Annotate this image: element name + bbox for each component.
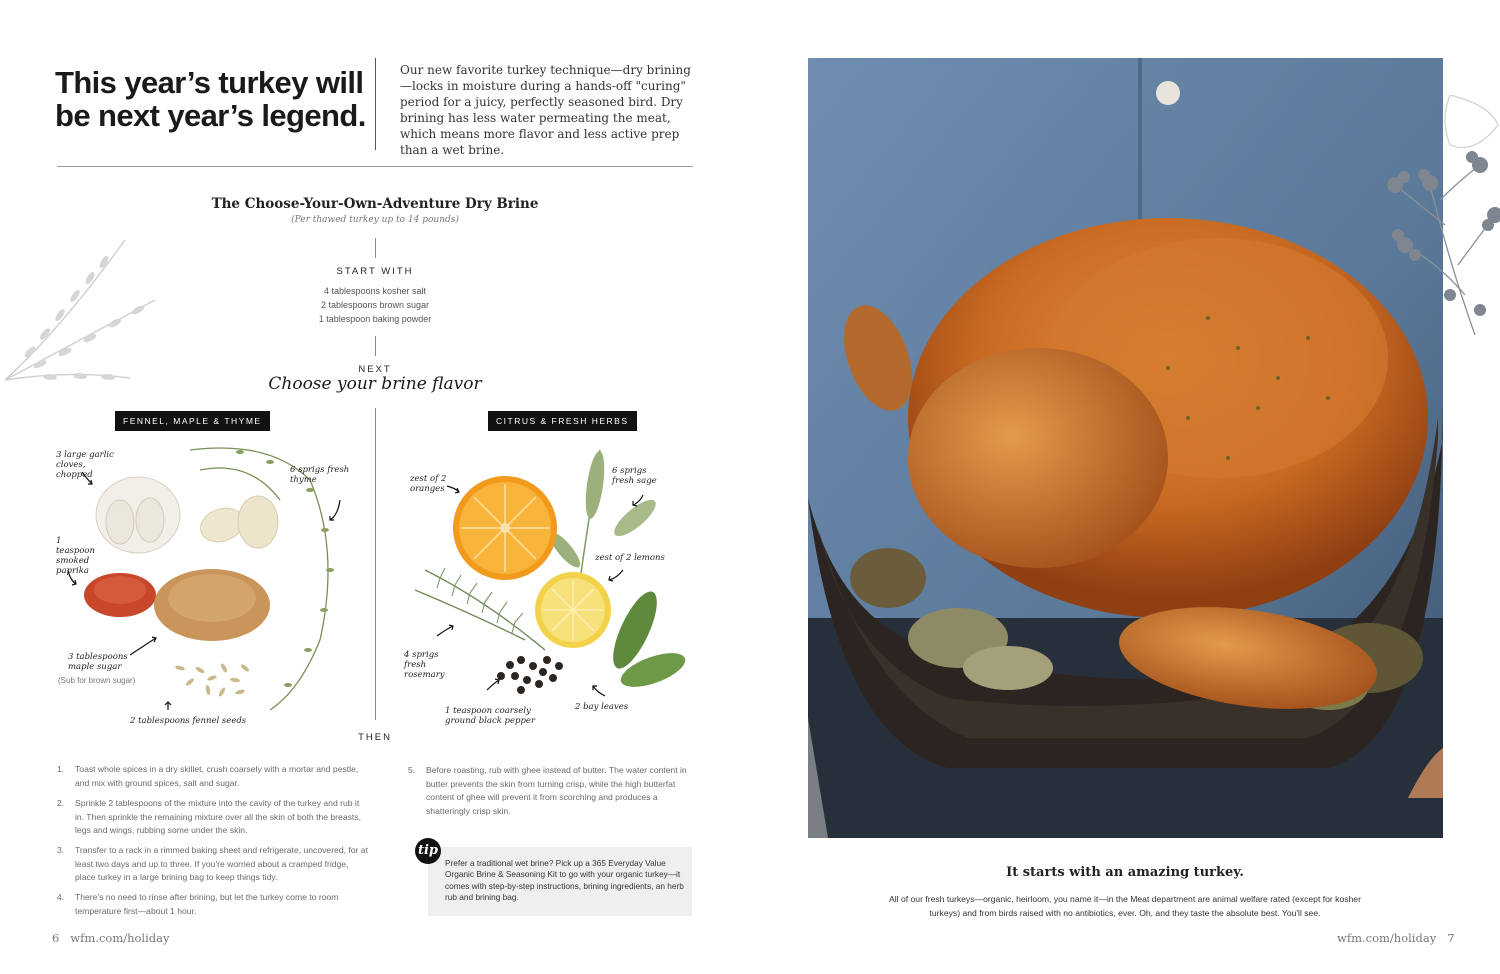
page-number: 7 [1447,931,1455,945]
step-number: 2. [57,798,65,808]
headline [55,66,375,132]
intro-divider [375,58,376,150]
folio-url[interactable]: wfm.com/holiday [1337,931,1437,945]
flavor-divider-line [375,408,376,720]
caption-text: All of our fresh turkeys—organic, heirloom, you name it—in the Meat department are animal welfare rated (except for kosher turkeys) and from birds raised with no antibiotics, ever. Oh, and they taste the absolute best. You'll see. [889,894,1361,918]
sage-leaf [582,450,607,520]
step-text: There's no need to rinse after brining, but let the turkey come to room temperature first—about 1 hour. [75,892,339,916]
tip-badge: tip [415,838,441,864]
lavender-sprig-decoration [0,230,160,390]
choose-flavor-heading: Choose your brine flavor [268,374,482,394]
flow-line-middle [375,336,376,356]
intro-paragraph: Our new favorite turkey technique—dry brining—locks in moisture during a hands-off "curing" period for a juicy, perfectly seasoned bird. Dry brining has less water permeating the meat, which means more flavor and less active prep than a wet brine. [400,63,691,157]
caption-title: It starts with an amazing turkey. [1006,865,1244,880]
black-peppercorns [497,656,563,694]
note-pepper: 1 teaspoon coarsely ground black pepper [445,706,536,726]
folio-left [52,931,170,945]
tip-text: Prefer a traditional wet brine? Pick up a 365 Everyday Value Organic Brine & Seasoning Kit to go with your organic turkey—it comes with step-by-step instructions, brining ingredients, an herb rub and brining bag. [445,858,684,903]
note-garlic: 3 large garlic cloves, chopped [56,450,114,480]
flavor-tag-fennel: FENNEL, MAPLE & THYME [115,411,270,431]
folio-right [1337,931,1455,945]
base-ingredient: 1 tablespoon baking powder [318,314,432,324]
flow-line-top [375,238,376,258]
recipe-subtitle: (Per thawed turkey up to 14 pounds) [291,215,459,225]
folio-url[interactable]: wfm.com/holiday [70,931,170,945]
base-ingredient: 4 tablespoons kosher salt [323,286,427,296]
note-maple-sub: (Sub for brown sugar) [58,676,136,685]
note-sage: 6 sprigs fresh sage [612,466,657,486]
note-fennel: 2 tablespoons fennel seeds [130,716,247,726]
headline-line-2: be next year’s legend. [55,98,366,133]
note-bay: 2 bay leaves [575,702,629,712]
note-rosemary: 4 sprigs fresh rosemary [404,650,445,680]
fennel-seeds [175,663,250,698]
start-with-label: START WITH [336,266,414,277]
step-number: 4. [57,892,65,902]
then-label: THEN [358,732,392,743]
turkey-photo-illustration [808,58,1443,838]
step-text: Toast whole spices in a dry skillet, crush coarsely with a mortar and pestle, and mix with ground spices, salt and sugar. [75,764,359,788]
base-ingredients [275,284,475,326]
note-thyme: 6 sprigs fresh thyme [290,465,350,485]
next-label: NEXT [358,364,392,375]
note-lemon: zest of 2 lemons [595,553,665,563]
step-text: Before roasting, rub with ghee instead of butter. The water content in butter prevents the skin from turning crisp, while the high butterfat content of ghee will prevent it from scorching and produces a shatteringly crisp skin. [426,765,687,816]
note-maple: 3 tablespoons maple sugar [68,652,128,672]
step-text: Sprinkle 2 tablespoons of the mixture into the cavity of the turkey and rub it in. Then sprinkle the remaining mixture over all the skin of both the breasts, legs and wings, rubbing some under the skin. [75,798,361,836]
page-number: 6 [52,931,60,945]
parsley-decoration [1380,95,1500,340]
note-paprika: 1 teaspoon smoked paprika [56,536,96,576]
recipe-title: The Choose-Your-Own-Adventure Dry Brine [211,196,539,212]
note-orange: zest of 2 oranges [410,474,447,494]
step-number: 5. [408,765,416,775]
horizontal-rule [57,166,693,167]
step-text: Transfer to a rack in a rimmed baking sheet and refrigerate, uncovered, for at least two days and up to three. If you're worried about a cramped fridge, place turkey in a large brining bag to keep things tidy. [75,845,368,883]
turkey-photo [808,58,1443,838]
base-ingredient: 2 tablespoons brown sugar [320,300,430,310]
headline-line-1: This year’s turkey will [55,65,364,100]
step-number: 3. [57,845,65,855]
step-number: 1. [57,764,65,774]
flavor-tag-citrus: CITRUS & FRESH HERBS [488,411,637,431]
